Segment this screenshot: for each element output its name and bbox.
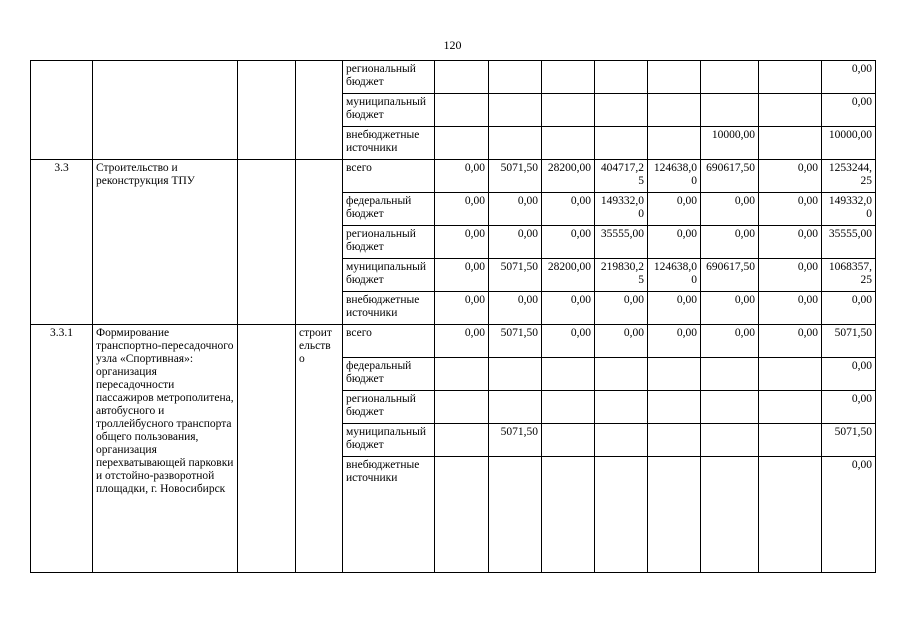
value-cell [595, 457, 648, 573]
value-cell [648, 358, 701, 391]
value-cell [595, 94, 648, 127]
value-cell: 0,00 [489, 193, 542, 226]
value-cell [648, 391, 701, 424]
value-cell: 5071,50 [489, 325, 542, 358]
item-name: Формирование транспортно-пересадочного узла «Спортивная»: организация пересадочности пассажиров метрополитена, автобусного и троллейбусного транспорта общего пользования, организация перехватывающей парковки и отстойно-разворотной площадки, г. Новосибирск [93, 325, 238, 573]
value-cell: 0,00 [542, 226, 595, 259]
value-cell [648, 457, 701, 573]
value-cell [701, 457, 759, 573]
kind-cell [296, 94, 343, 127]
value-cell: 0,00 [542, 292, 595, 325]
kind-cell [296, 61, 343, 94]
value-cell: 28200,00 [542, 160, 595, 193]
value-cell: 28200,00 [542, 259, 595, 292]
total-cell: 5071,50 [822, 424, 876, 457]
value-cell: 124638,00 [648, 259, 701, 292]
value-cell: 0,00 [435, 292, 489, 325]
value-cell: 0,00 [759, 259, 822, 292]
value-cell: 5071,50 [489, 160, 542, 193]
value-cell [542, 358, 595, 391]
value-cell [595, 127, 648, 160]
table-row [31, 94, 876, 127]
kind-cell [296, 160, 343, 325]
total-cell: 1068357,25 [822, 259, 876, 292]
value-cell: 0,00 [595, 292, 648, 325]
value-cell [489, 358, 542, 391]
value-cell: 0,00 [542, 193, 595, 226]
total-cell: 0,00 [822, 457, 876, 573]
executor-cell [238, 127, 296, 160]
value-cell: 0,00 [759, 292, 822, 325]
value-cell [435, 127, 489, 160]
budget-table [30, 60, 876, 573]
value-cell: 0,00 [648, 292, 701, 325]
value-cell [595, 61, 648, 94]
value-cell [489, 94, 542, 127]
value-cell: 219830,25 [595, 259, 648, 292]
value-cell [489, 127, 542, 160]
value-cell: 0,00 [648, 226, 701, 259]
value-cell [489, 457, 542, 573]
name-cell [93, 94, 238, 127]
value-cell [759, 61, 822, 94]
total-cell: 5071,50 [822, 325, 876, 358]
source-cell: федеральный бюджет [343, 358, 435, 391]
value-cell [648, 94, 701, 127]
value-cell [435, 424, 489, 457]
total-cell: 0,00 [822, 292, 876, 325]
total-cell: 149332,00 [822, 193, 876, 226]
value-cell: 0,00 [648, 325, 701, 358]
source-cell: внебюджетные источники [343, 127, 435, 160]
value-cell: 404717,25 [595, 160, 648, 193]
page-number: 120 [443, 38, 462, 52]
executor-cell [238, 94, 296, 127]
value-cell: 0,00 [435, 325, 489, 358]
source-cell: муниципальный бюджет [343, 424, 435, 457]
table-row [31, 160, 876, 193]
item-kind [296, 325, 343, 573]
value-cell [648, 61, 701, 94]
name-cell [93, 61, 238, 94]
total-cell: 35555,00 [822, 226, 876, 259]
value-cell: 0,00 [701, 226, 759, 259]
value-cell: 0,00 [435, 193, 489, 226]
value-cell [648, 424, 701, 457]
value-cell [435, 94, 489, 127]
value-cell: 0,00 [435, 160, 489, 193]
kind-cell [296, 127, 343, 160]
value-cell [489, 61, 542, 94]
value-cell [648, 127, 701, 160]
source-cell: региональный бюджет [343, 391, 435, 424]
value-cell: 0,00 [648, 193, 701, 226]
value-cell [759, 94, 822, 127]
value-cell [542, 127, 595, 160]
value-cell [701, 61, 759, 94]
source-cell: всего [343, 325, 435, 358]
value-cell: 0,00 [759, 325, 822, 358]
value-cell: 35555,00 [595, 226, 648, 259]
value-cell [435, 61, 489, 94]
value-cell [542, 457, 595, 573]
value-cell: 5071,50 [489, 424, 542, 457]
value-cell: 0,00 [701, 292, 759, 325]
total-cell: 0,00 [822, 94, 876, 127]
value-cell [759, 424, 822, 457]
value-cell [759, 457, 822, 573]
item-code: 3.3 [31, 160, 93, 325]
value-cell: 0,00 [701, 193, 759, 226]
value-cell [435, 457, 489, 573]
value-cell: 0,00 [435, 226, 489, 259]
value-cell [595, 391, 648, 424]
source-cell: внебюджетные источники [343, 292, 435, 325]
name-cell [93, 127, 238, 160]
value-cell [542, 424, 595, 457]
value-cell: 0,00 [759, 160, 822, 193]
item-code: 3.3.1 [31, 325, 93, 573]
executor-cell [238, 160, 296, 325]
total-cell: 1253244,25 [822, 160, 876, 193]
value-cell: 690617,50 [701, 259, 759, 292]
value-cell: 10000,00 [701, 127, 759, 160]
total-cell: 10000,00 [822, 127, 876, 160]
value-cell [701, 358, 759, 391]
value-cell: 0,00 [701, 325, 759, 358]
source-cell: муниципальный бюджет [343, 94, 435, 127]
value-cell [542, 391, 595, 424]
value-cell: 0,00 [435, 259, 489, 292]
code-cell [31, 94, 93, 127]
value-cell: 5071,50 [489, 259, 542, 292]
value-cell: 0,00 [489, 226, 542, 259]
value-cell: 149332,00 [595, 193, 648, 226]
code-cell [31, 61, 93, 94]
value-cell: 690617,50 [701, 160, 759, 193]
source-cell: внебюджетные источники [343, 457, 435, 573]
code-cell [31, 127, 93, 160]
source-cell: всего [343, 160, 435, 193]
value-cell [701, 391, 759, 424]
value-cell [489, 391, 542, 424]
total-cell: 0,00 [822, 358, 876, 391]
table-row [31, 325, 876, 358]
value-cell [759, 127, 822, 160]
value-cell: 0,00 [542, 325, 595, 358]
value-cell [595, 358, 648, 391]
value-cell [759, 391, 822, 424]
value-cell: 0,00 [489, 292, 542, 325]
value-cell: 0,00 [759, 226, 822, 259]
value-cell [542, 94, 595, 127]
value-cell: 0,00 [759, 193, 822, 226]
source-cell: федеральный бюджет [343, 193, 435, 226]
value-cell [701, 94, 759, 127]
value-cell [435, 358, 489, 391]
executor-cell [238, 61, 296, 94]
value-cell [542, 61, 595, 94]
item-kind-text: строительство [299, 327, 332, 365]
value-cell [435, 391, 489, 424]
table-row [31, 61, 876, 94]
value-cell [701, 424, 759, 457]
item-name: Строительство и реконструкция ТПУ [93, 160, 238, 325]
total-cell: 0,00 [822, 391, 876, 424]
value-cell [595, 424, 648, 457]
value-cell [759, 358, 822, 391]
executor-cell [238, 325, 296, 573]
total-cell: 0,00 [822, 61, 876, 94]
table-row [31, 127, 876, 160]
value-cell: 0,00 [595, 325, 648, 358]
source-cell: региональный бюджет [343, 226, 435, 259]
value-cell: 124638,00 [648, 160, 701, 193]
source-cell: региональный бюджет [343, 61, 435, 94]
source-cell: муниципальный бюджет [343, 259, 435, 292]
